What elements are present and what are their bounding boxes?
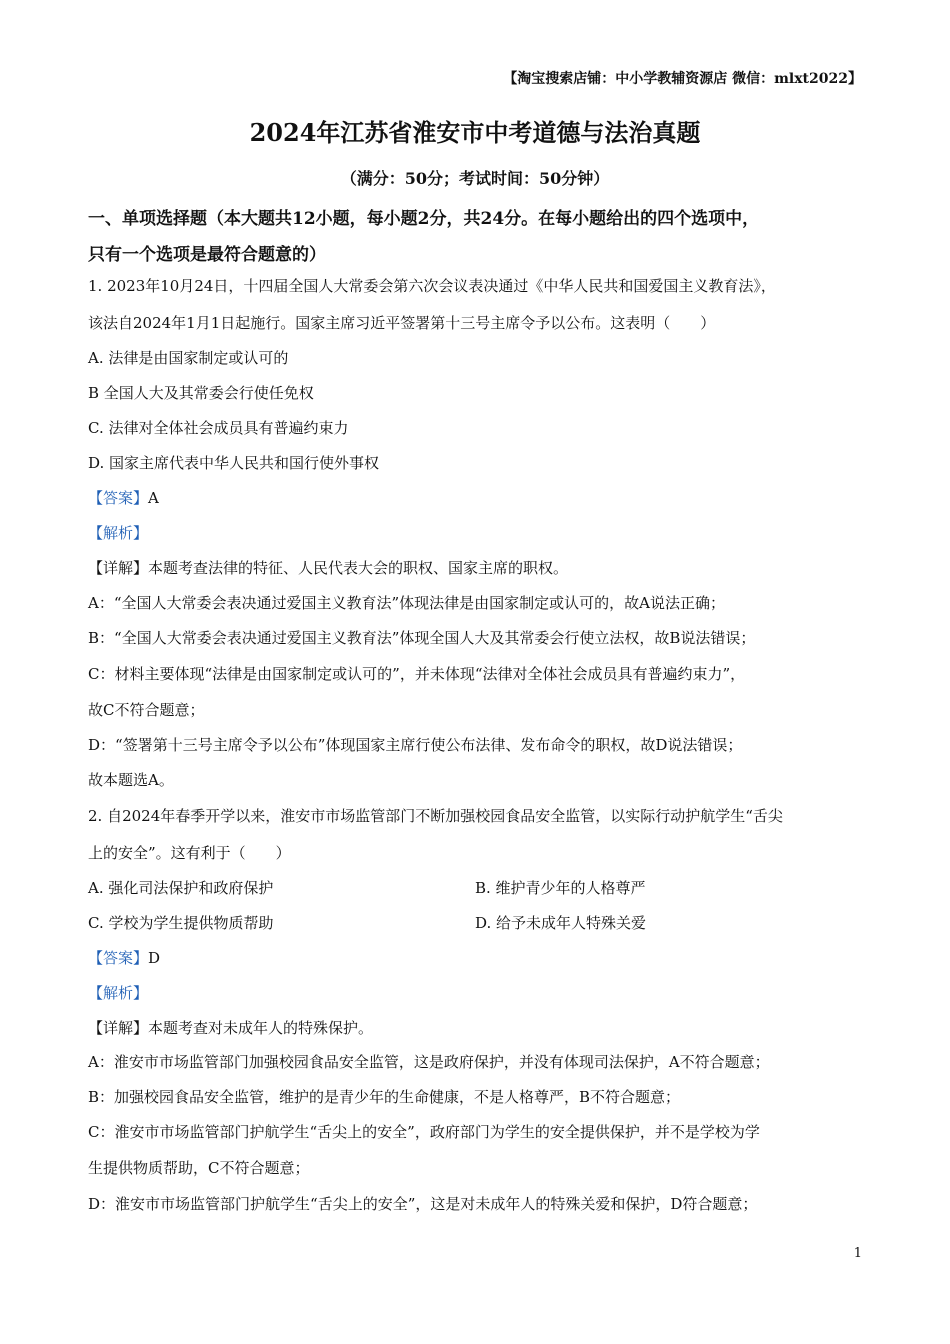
q2-option-a: A. 强化司法保护和政府保护 — [88, 879, 274, 897]
q2-detail-line: D：淮安市市场监管部门护航学生“舌尖上的安全”，这是对未成年人的特殊关爱和保护，D符合题意； — [88, 1195, 758, 1213]
section-heading-line-2: 只有一个选项是最符合题意的） — [88, 245, 326, 265]
q2-option-d: D. 给予未成年人特殊关爱 — [475, 914, 647, 932]
header-note: 【淘宝搜索店铺：中小学教辅资源店 微信：mlxt2022】 — [503, 71, 862, 87]
q1-option-d: D. 国家主席代表中华人民共和国行使外事权 — [88, 454, 380, 472]
answer-tag: 【答案】 — [88, 489, 149, 507]
q1-detail-line: C：材料主要体现“法律是由国家制定或认可的”，并未体现“法律对全体社会成员具有普遍约束力”， — [88, 665, 746, 683]
q1-detail-line: 故C不符合题意； — [88, 701, 205, 719]
q1-option-b: B 全国人大及其常委会行使任免权 — [88, 384, 314, 402]
q1-stem-line-2: 该法自2024年1月1日起施行。国家主席习近平签署第十三号主席令予以公布。这表明（ ） — [88, 314, 716, 332]
page-number: 1 — [853, 1246, 862, 1261]
answer-tag: 【答案】 — [88, 949, 149, 967]
q2-option-b: B. 维护青少年的人格尊严 — [475, 879, 646, 897]
q1-detail-line: 【详解】本题考查法律的特征、人民代表大会的职权、国家主席的职权。 — [88, 559, 569, 577]
q2-stem-line-1: 2. 自2024年春季开学以来，淮安市市场监管部门不断加强校园食品安全监管，以实际行动护航学生“舌尖 — [88, 807, 783, 825]
q2-detail-line: A：淮安市市场监管部门加强校园食品安全监管，这是政府保护，并没有体现司法保护，A不符合题意； — [88, 1053, 770, 1071]
answer-value: D — [148, 949, 161, 967]
q1-detail-line: 故本题选A。 — [88, 771, 174, 789]
q1-answer — [88, 487, 159, 508]
section-heading-line-1: 一、单项选择题（本大题共12小题，每小题2分，共24分。在每小题给出的四个选项中， — [88, 209, 760, 229]
q2-detail-line: B：加强校园食品安全监管，维护的是青少年的生命健康，不是人格尊严，B不符合题意； — [88, 1088, 681, 1106]
q2-detail-line: 生提供物质帮助，C不符合题意； — [88, 1159, 310, 1177]
q1-option-a: A. 法律是由国家制定或认可的 — [88, 349, 289, 367]
q2-analysis-tag: 【解析】 — [88, 984, 149, 1002]
q2-option-c: C. 学校为学生提供物质帮助 — [88, 914, 274, 932]
page-title: 2024年江苏省淮安市中考道德与法治真题 — [249, 118, 701, 147]
q1-analysis-tag: 【解析】 — [88, 524, 149, 542]
q2-answer — [88, 947, 160, 968]
exam-info: （满分：50分；考试时间：50分钟） — [340, 169, 610, 188]
answer-value: A — [148, 489, 159, 507]
q1-stem-line-1: 1. 2023年10月24日，十四届全国人大常委会第六次会议表决通过《中华人民共和国爱国主义教育法》， — [88, 277, 776, 295]
q1-detail-line: D：“签署第十三号主席令予以公布”体现国家主席行使公布法律、发布命令的职权，故D说法错误； — [88, 736, 743, 754]
q1-option-c: C. 法律对全体社会成员具有普遍约束力 — [88, 419, 349, 437]
q1-detail-line: B：“全国人大常委会表决通过爱国主义教育法”体现全国人大及其常委会行使立法权，故B说法错误； — [88, 629, 756, 647]
q2-stem-line-2: 上的安全”。这有利于（ ） — [88, 844, 291, 862]
q2-detail-line: C：淮安市市场监管部门护航学生“舌尖上的安全”，政府部门为学生的安全提供保护，并不是学校为学 — [88, 1123, 760, 1141]
q1-detail-line: A：“全国人大常委会表决通过爱国主义教育法”体现法律是由国家制定或认可的，故A说法正确； — [88, 594, 726, 612]
q2-detail-line: 【详解】本题考查对未成年人的特殊保护。 — [88, 1019, 374, 1037]
